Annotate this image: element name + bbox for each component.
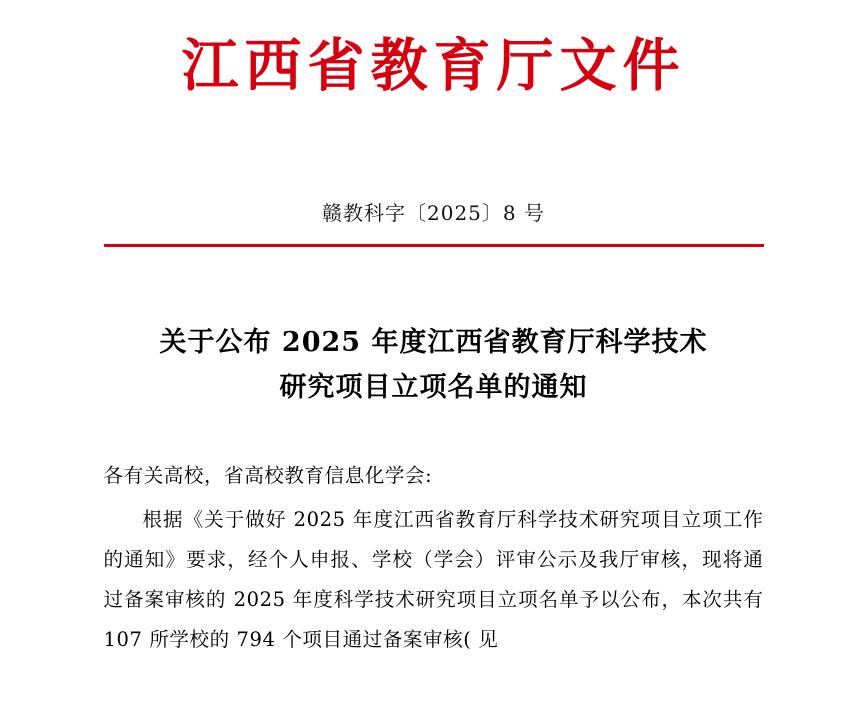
document-body <box>104 456 764 660</box>
document-number-block <box>0 197 867 247</box>
document-number: 赣教科字〔2025〕8 号 <box>322 201 545 226</box>
issuing-authority-title: 江西省教育厅文件 <box>181 32 686 99</box>
page-title-line-1: 关于公布 2025 年度江西省教育厅科学技术 <box>159 327 708 359</box>
page-title-line-2: 研究项目立项名单的通知 <box>279 371 588 403</box>
body-paragraph-1: 根据《关于做好 2025 年度江西省教育厅科学技术研究项目立项工作的通知》要求，经个人申报、学校（学会）评审公示及我厅审核，现将通过备案审核的 2025 年度科学技术研究项目立项名单予以公布，本次共有 107 所学校的 794 个项目通过备案审核( 见 <box>103 508 764 652</box>
document-header <box>0 0 867 101</box>
page-title <box>114 321 754 410</box>
red-divider-rule <box>104 244 764 247</box>
salutation: 各有关高校，省高校教育信息化学会: <box>103 464 433 488</box>
